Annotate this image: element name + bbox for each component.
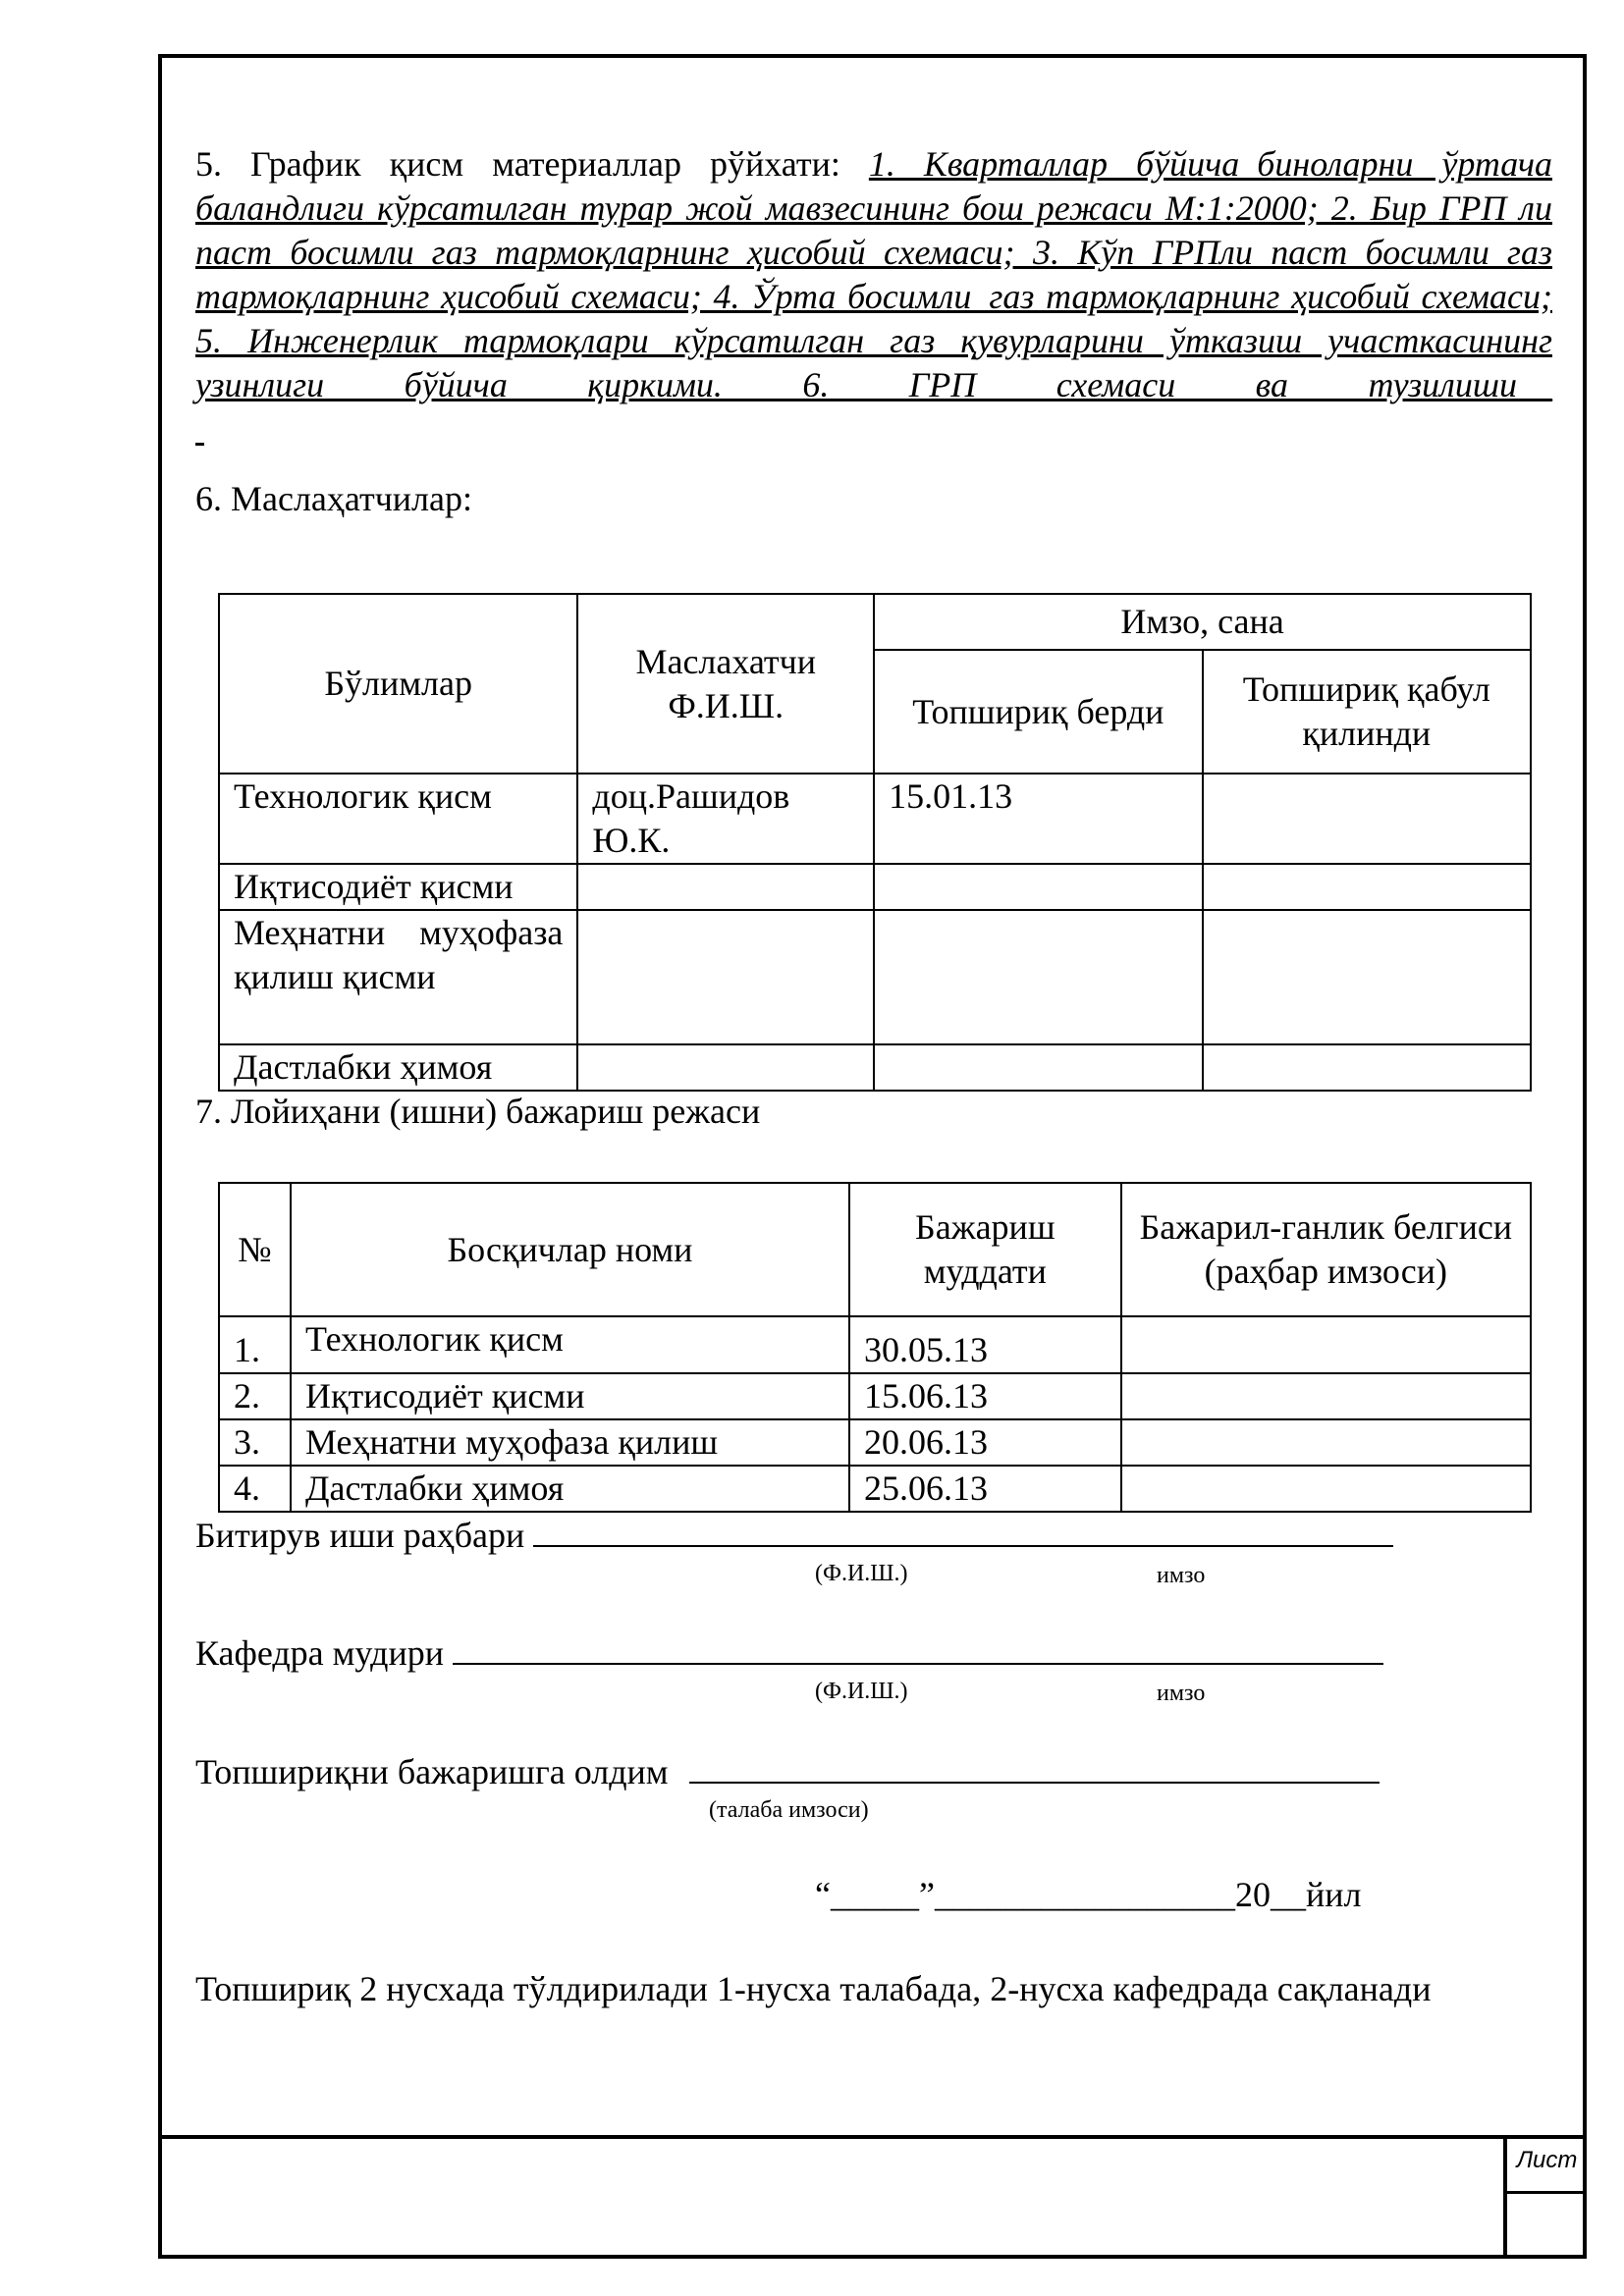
header-sign-date: Имзо, сана [874, 594, 1531, 650]
header-stage: Босқичлар номи [291, 1183, 849, 1316]
cell-section: Дастлабки ҳимоя [219, 1044, 577, 1091]
supervisor-fio-caption: (Ф.И.Ш.) [815, 1561, 908, 1586]
cell-consultant: доц.Рашидов Ю.К. [577, 774, 874, 864]
cell-num: 1. [219, 1316, 291, 1373]
cell-accepted [1203, 1044, 1531, 1091]
head-fio-caption: (Ф.И.Ш.) [815, 1679, 908, 1704]
head-blank [453, 1629, 1383, 1665]
section-5-label: 5. График қисм материаллар рўйхати: [195, 144, 869, 184]
header-mark: Бажарил-ганлик белгиси (раҳбар имзоси) [1121, 1183, 1531, 1316]
cell-stage: Дастлабки ҳимоя [291, 1466, 849, 1512]
sheet-number-box [1503, 2135, 1587, 2259]
table-row [219, 1466, 1531, 1512]
cell-deadline: 30.05.13 [849, 1316, 1121, 1373]
section-5-graphics-list [195, 142, 1552, 452]
head-signature-line [195, 1629, 1383, 1676]
cell-deadline: 15.06.13 [849, 1373, 1121, 1419]
cell-num: 3. [219, 1419, 291, 1466]
supervisor-signature-line [195, 1512, 1393, 1558]
cell-deadline: 25.06.13 [849, 1466, 1121, 1512]
header-deadline: Бажариш муддати [849, 1183, 1121, 1316]
cell-consultant [577, 864, 874, 910]
supervisor-sign-caption: имзо [1157, 1563, 1206, 1588]
cell-given [874, 910, 1202, 1044]
section-7-title: 7. Лойиҳани (ишни) бажариш режаси [195, 1092, 761, 1131]
cell-section: Иқтисодиёт қисми [219, 864, 577, 910]
cell-accepted [1203, 774, 1531, 864]
student-label: Топшириқни бажаришга олдим [195, 1752, 669, 1791]
supervisor-label: Битирув иши раҳбари [195, 1516, 525, 1555]
cell-given [874, 864, 1202, 910]
section-5-underline-tail [195, 407, 902, 452]
section-6-title: 6. Маслаҳатчилар: [195, 479, 473, 518]
table-row [219, 910, 1531, 1044]
section-5-text: 1. Кварталлар бўйича_биноларни ўртача баландлиги кўрсатилган турар жой мавзесининг бош режаси М:1:2000; 2. Бир ГРП ли паст босимли_газ тармоқларнинг ҳисобий схемаси; 3. Кўп ГРПли паст босимли_газ тармоқларнинг ҳисобий схемаси; 4. Ўрта босимли_газ тармоқларнинг ҳисобий схемаси; 5. Инженерлик тармоқлари кўрсатилган газ қувурларини ўтказиш участкасининг узинлиги бўйича қиркими. 6. ГРП схемаси ва тузилиши__ [195, 144, 1552, 404]
cell-mark [1121, 1419, 1531, 1466]
table-row [219, 1316, 1531, 1373]
head-sign-caption: имзо [1157, 1681, 1206, 1706]
cell-deadline: 20.06.13 [849, 1419, 1121, 1466]
footer-note: Топшириқ 2 нусхада тўлдирилади 1-нусха талабада, 2-нусха кафедрада сақланади [195, 1969, 1432, 2008]
cell-given [874, 1044, 1202, 1091]
supervisor-blank [533, 1512, 1393, 1547]
table-row [219, 774, 1531, 864]
table-row [219, 1373, 1531, 1419]
consultants-table [218, 593, 1532, 1092]
sheet-label: Лист [1507, 2135, 1587, 2194]
work-plan-table [218, 1182, 1532, 1513]
cell-num: 2. [219, 1373, 291, 1419]
student-signature-line [195, 1748, 1380, 1794]
cell-section: Меҳнатни муҳофаза қилиш қисми [219, 910, 577, 1044]
cell-num: 4. [219, 1466, 291, 1512]
table-row [219, 1044, 1531, 1091]
header-num: № [219, 1183, 291, 1316]
student-blank [689, 1748, 1380, 1784]
cell-mark [1121, 1316, 1531, 1373]
head-label: Кафедра мудири [195, 1633, 445, 1673]
cell-accepted [1203, 864, 1531, 910]
cell-stage: Иқтисодиёт қисми [291, 1373, 849, 1419]
cell-accepted [1203, 910, 1531, 1044]
date-line: “_____”_________________20__йил [815, 1875, 1362, 1914]
cell-consultant [577, 1044, 874, 1091]
student-sign-caption: (талаба имзоси) [709, 1797, 869, 1823]
table-row [219, 1419, 1531, 1466]
header-accepted: Топшириқ қабул қилинди [1203, 650, 1531, 774]
header-given: Топшириқ берди [874, 650, 1202, 774]
cell-stage: Меҳнатни муҳофаза қилиш [291, 1419, 849, 1466]
header-sections: Бўлимлар [219, 594, 577, 774]
cell-mark [1121, 1373, 1531, 1419]
cell-stage: Технологик қисм [291, 1316, 849, 1373]
title-block-divider [158, 2135, 1587, 2139]
table-row [219, 864, 1531, 910]
header-consultant: Маслахатчи Ф.И.Ш. [577, 594, 874, 774]
cell-consultant [577, 910, 874, 1044]
cell-mark [1121, 1466, 1531, 1512]
cell-section: Технологик қисм [219, 774, 577, 864]
cell-given: 15.01.13 [874, 774, 1202, 864]
